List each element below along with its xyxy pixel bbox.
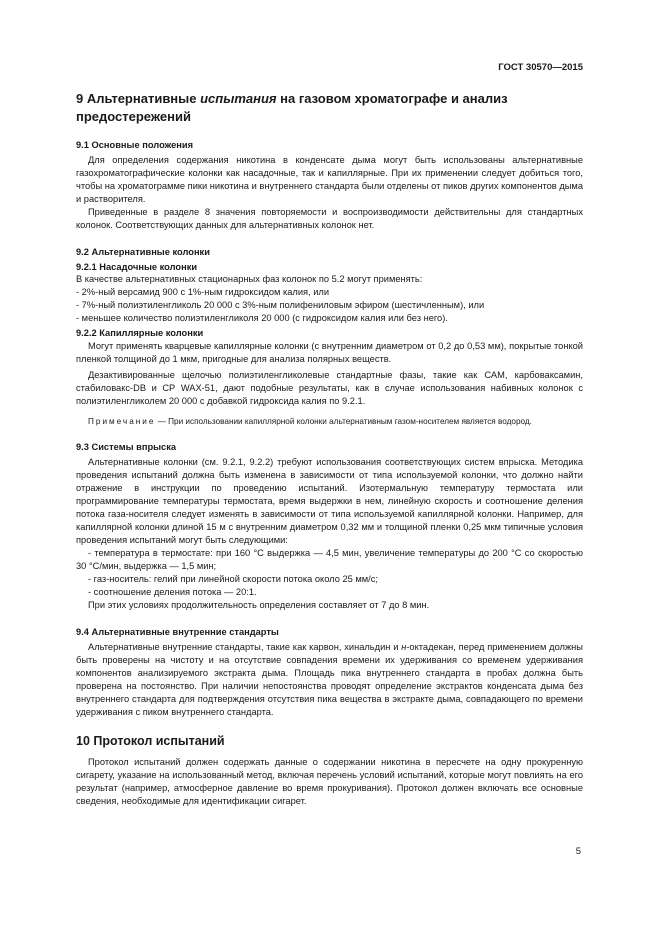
section-9-4-text-emphasis: н — [401, 642, 407, 653]
section-9-title-emphasis: испытания — [200, 91, 277, 106]
section-9-4-title: 9.4 Альтернативные внутренние стандарты — [76, 626, 279, 637]
section-9-title — [76, 90, 583, 125]
section-9-1-paragraph-2: Приведенные в разделе 8 значения повторяемости и воспроизводимости действительны для стандартных колонок. Соответствующих данных для альтернативных колонок нет. — [76, 207, 583, 231]
section-9-2-title: 9.2 Альтернативные колонки — [76, 247, 210, 258]
section-9-2-2-paragraph-1: Могут применять кварцевые капиллярные колонки (с внутренним диаметром от 0,2 до 0,53 мм), покрытые тонкой пленкой толщиной до 1 мкм, пригодные для анализа полярных веществ. — [76, 340, 583, 364]
section-9-1-title: 9.1 Основные положения — [76, 140, 194, 151]
list-item: - меньшее количество полиэтиленгликоля 20 000 (с гидроксидом калия или без него). — [76, 313, 448, 324]
section-9-2-2-title: 9.2.2 Капиллярные колонки — [76, 328, 204, 339]
document-code: ГОСТ 30570—2015 — [498, 62, 583, 73]
section-9-3-paragraph-1: Альтернативные колонки (см. 9.2.1, 9.2.2) требуют использования соответствующих систем впрыска. Методика проведения испытаний должна быть изменена в зависимости от типа используемой колонки, что должно найти отражение в инструкции по проведению испытаний. Изотермальную температуру термостата или программирование температуры термостата, время выдержки в нем, линейную скорость и соотношение деления потока газа-носителя следует изменять в зависимости от типа используемой капиллярной колонки. Например, для капиллярной колонки длиной 15 м с внутренним диаметром 0,32 мм и толщиной пленки 0,25 мкм типичные условия проведения испытаний могут быть следующими: — [76, 456, 583, 545]
section-9-2-1-title: 9.2.1 Насадочные колонки — [76, 262, 198, 273]
list-item: - 7%-ный полиэтиленгликоль 20 000 с 3%-ным полифениловым эфиром (шестичленным), или — [76, 300, 485, 311]
section-9-title-part1: 9 Альтернативные — [76, 91, 201, 106]
section-10-title: 10 Протокол испытаний — [76, 734, 225, 749]
page-number: 5 — [575, 846, 581, 857]
section-9-title-part2: на газовом хроматографе и анализ предостережений — [76, 91, 508, 124]
section-9-4-text-part2: -октадекан, перед применением должны быть проверены на чистоту и на отсутствие совпадения времени их удерживания со временем удерживания компонентов анализируемого экстракта дыма. Площадь пика внутреннего стандарта в пробах должна быть проверена на постоянство. При наличии непостоянства проводят определение экстрактов конденсата дыма без внутреннего стандарта для подтверждения отсутствия пика вещества в экстракте дыма, совпадающего по времени удерживания с пиком внутреннего стандарта. — [76, 642, 583, 718]
section-9-4-paragraph — [76, 641, 583, 719]
note-label: Примечание — [88, 416, 156, 426]
section-9-2-1-intro: В качестве альтернативных стационарных фаз колонок по 5.2 могут применять: — [76, 274, 423, 285]
list-item: - газ-носитель: гелий при линейной скорости потока около 25 мм/с; — [88, 573, 378, 584]
section-10-paragraph: Протокол испытаний должен содержать данные о содержании никотина в пересчете на одну прокуренную сигарету, указание на использованный метод, включая перечень условий испытаний, которые могут повлиять на его результат (например, атмосферное давление во время прокуривания). Протокол должен включать все основные сведения, необходимые для идентификации сигарет. — [76, 757, 583, 807]
note — [76, 416, 583, 427]
list-item: - соотношение деления потока — 20:1. — [88, 586, 257, 597]
note-text: — При использовании капиллярной колонки альтернативным газом-носителем является водород. — [155, 416, 532, 426]
section-9-3-paragraph-2: При этих условиях продолжительность определения составляет от 7 до 8 мин. — [88, 599, 430, 610]
section-9-1-paragraph-1: Для определения содержания никотина в конденсате дыма могут быть использованы альтернативные газохроматографические колонки как насадочные, так и капиллярные. При их применении следует добиться того, чтобы на хроматограмме пики никотина и внутреннего стандарта были отделены от пиков других компонентов дыма и растворителя. — [76, 155, 583, 205]
list-item: - 2%-ный версамид 900 с 1%-ным гидроксидом калия, или — [76, 287, 330, 298]
section-9-2-2-paragraph-2: Дезактивированные щелочью полиэтиленгликолевые стандартные фазы, такие как САМ, карбоваксамин, стабиловакс-DB и СР WAX-51, дают подобные результаты, как в случае использования набивных колонок с полиэтиленгликолем 20 000 с добавкой гидроксида калия по 9.2.1. — [76, 369, 583, 406]
list-item: - температура в термостате: при 160 °С выдержка — 4,5 мин, увеличение температуры до 200 °С со скоростью 30 °С/мин, выдержка — 1,5 мин; — [76, 547, 583, 571]
section-9-3-title: 9.3 Системы впрыска — [76, 441, 177, 452]
section-9-4-text-part1: Альтернативные внутренние стандарты, такие как карвон, хинальдин и — [88, 642, 402, 653]
